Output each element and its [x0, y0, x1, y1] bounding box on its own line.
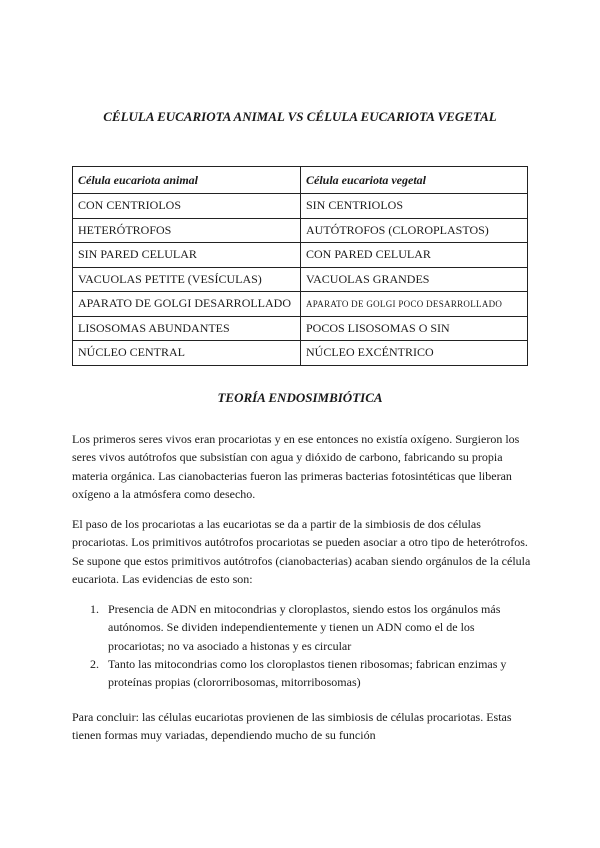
comparison-table	[72, 166, 528, 366]
table-cell: LISOSOMAS ABUNDANTES	[73, 316, 301, 341]
list-number: 1.	[90, 602, 99, 616]
table-cell: APARATO DE GOLGI POCO DESARROLLADO	[301, 292, 528, 317]
table-row	[73, 341, 528, 366]
table-row	[73, 243, 528, 268]
table-row	[73, 218, 528, 243]
document-title: CÉLULA EUCARIOTA ANIMAL VS CÉLULA EUCARIOTA VEGETAL	[103, 109, 497, 124]
table-row	[73, 267, 528, 292]
table-header-vegetal: Célula eucariota vegetal	[301, 167, 528, 194]
table-header-animal: Célula eucariota animal	[73, 167, 301, 194]
table-cell: NÚCLEO EXCÉNTRICO	[301, 341, 528, 366]
table-row	[73, 194, 528, 219]
list-item-text: Tanto las mitocondrias como los cloroplastos tienen ribosomas; fabrican enzimas y proteínas propias (clororribosomas, mitorribosomas)	[108, 656, 507, 690]
table-header-row	[73, 167, 528, 194]
paragraph-conclusion: Para concluir: las células eucariotas provienen de las simbiosis de células procariotas. Estas tienen formas muy variadas, dependiendo mucho de su función	[72, 710, 512, 743]
table-cell: HETERÓTROFOS	[73, 218, 301, 243]
table-cell: VACUOLAS GRANDES	[301, 267, 528, 292]
list-item-text: Presencia de ADN en mitocondrias y cloroplastos, siendo estos los orgánulos más autónomos. Se dividen independientemente y tienen un ADN como el de los procariotas; no va asociado a histonas y es circular	[108, 602, 501, 653]
table-row	[73, 316, 528, 341]
table-cell: AUTÓTROFOS (CLOROPLASTOS)	[301, 218, 528, 243]
evidence-list	[72, 600, 527, 691]
table-cell: SIN CENTRIOLOS	[301, 194, 528, 219]
list-number: 2.	[90, 656, 99, 671]
table-cell: SIN PARED CELULAR	[73, 243, 301, 268]
table-cell: CON CENTRIOLOS	[73, 194, 301, 219]
table-cell: NÚCLEO CENTRAL	[73, 341, 301, 366]
list-item	[72, 655, 527, 692]
table-row	[73, 292, 528, 317]
paragraph-intro: Los primeros seres vivos eran procariotas y en ese entonces no existía oxígeno. Surgieron los seres vivos autótrofos que subsistían con agua y dióxido de carbono, fabricando su propia materia orgánica. Las cianobacterias fueron las primeras bacterias fotosintéticas que liberan oxígeno a la atmósfera como desecho.	[72, 432, 520, 501]
section-title: TEORÍA ENDOSIMBIÓTICA	[217, 390, 383, 405]
table-cell: POCOS LISOSOMAS O SIN	[301, 316, 528, 341]
table-cell: APARATO DE GOLGI DESARROLLADO	[73, 292, 301, 317]
list-item	[72, 600, 527, 655]
table-cell: CON PARED CELULAR	[301, 243, 528, 268]
table-cell: VACUOLAS PETITE (VESÍCULAS)	[73, 267, 301, 292]
paragraph-transition: El paso de los procariotas a las eucariotas se da a partir de la simbiosis de dos células procariotas. Los primitivos autótrofos procariotas se pueden asociar a otro tipo de heterótrofos. Se supone que estos primitivos autótrofos (cianobacterias) acaban siendo orgánulos de la célula eucariota. Las evidencias de esto son:	[72, 517, 531, 586]
